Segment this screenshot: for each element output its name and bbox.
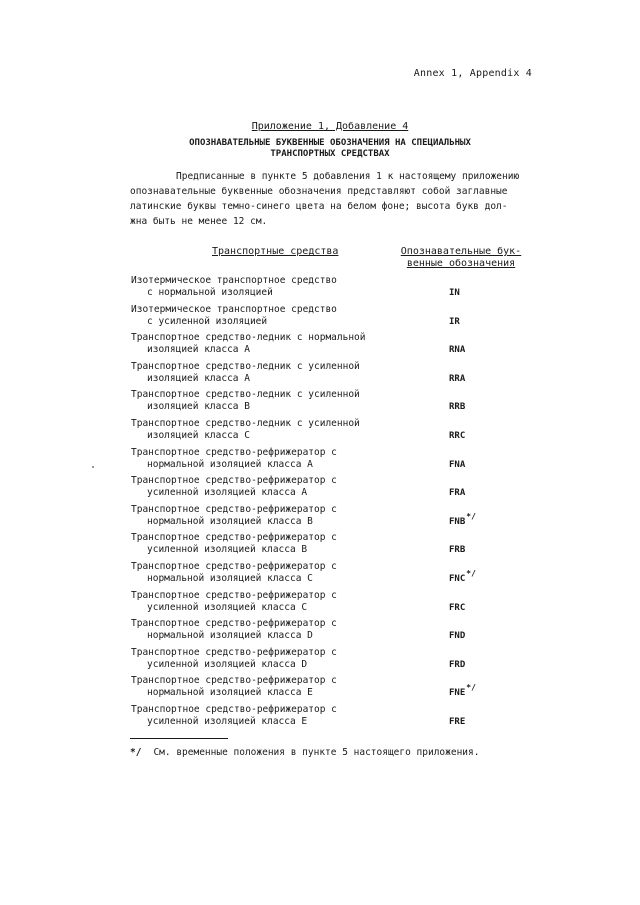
vehicle-description-line: Транспортное средство-рефрижератор с [131,589,337,601]
code-letters: RRB [449,402,466,413]
footnote-divider [130,738,228,739]
identification-code [449,659,465,671]
vehicle-description-line: нормальной изоляцией класса D [147,630,313,642]
appendix-title: Приложение 1, Добавление 4 [251,121,409,132]
code-letters: FND [449,631,466,642]
vehicle-description [131,504,401,528]
identification-code [449,568,476,585]
paragraph-line: жна быть не менее 12 см. [130,216,268,227]
vehicle-description-line: изоляцией класса A [147,344,250,356]
vehicle-description-line: Транспортное средство-ледник с усиленной [131,360,360,372]
column-header-codes [396,246,526,270]
vehicle-description-line: Транспортное средство-рефрижератор с [131,532,337,544]
vehicle-description-line: Транспортное средство-рефрижератор с [131,618,337,630]
table-row [131,504,531,533]
code-letters: IR [449,316,460,327]
vehicle-description-line: усиленной изоляцией класса E [147,715,308,727]
column-header-line: венные обозначения [406,258,516,269]
table-row [131,561,531,590]
vehicle-description [131,447,401,471]
vehicle-description-line: Транспортное средство-рефрижератор с [131,646,337,658]
vehicle-description-line: Транспортное средство-рефрижератор с [131,475,337,487]
identification-code [449,683,476,699]
paragraph-line: Предписанные в пункте 5 добавления 1 к настоящему приложению [176,171,520,182]
table-row [131,675,531,704]
table-row [131,590,531,619]
vehicle-description-line: усиленной изоляцией класса B [147,544,308,556]
table-row [131,475,531,504]
vehicle-description-line: усиленной изоляцией класса D [147,658,308,670]
subtitle-line: ТРАНСПОРТНЫХ СРЕДСТВАХ [270,149,390,159]
code-letters: FRE [449,716,466,727]
identification-code [449,316,460,328]
identification-code [449,716,465,728]
vehicle-description-line: усиленной изоляцией класса C [147,601,308,613]
vehicle-description-line: нормальной изоляцией класса C [147,572,313,584]
paragraph-line: латинские буквы темно-синего цвета на белом фоне; высота букв дол- [130,201,508,212]
identification-code [449,511,476,528]
table-row [131,447,531,476]
code-letters: FRA [449,488,466,499]
heading-block [130,121,530,160]
vehicle-description-line: изоляцией класса B [147,401,250,413]
vehicle-description-line: нормальной изоляцией класса B [147,515,313,527]
scan-speck [92,466,94,468]
appendix-subtitle [130,138,530,160]
vehicle-description [131,304,401,328]
identification-code [449,287,460,299]
table-row [131,704,531,733]
vehicle-description-line: Транспортное средство-рефрижератор с [131,703,337,715]
footnote-mark: */ [130,747,142,758]
vehicle-description [131,618,401,642]
identification-code [449,401,465,413]
code-letters: RNA [449,345,466,356]
table-row [131,618,531,647]
vehicle-description-line: Транспортное средство-ледник с усиленной [131,389,360,401]
subtitle-line: ОПОЗНАВАТЕЛЬНЫЕ БУКВЕННЫЕ ОБОЗНАЧЕНИЯ НА СПЕЦИАЛЬНЫХ [189,138,471,148]
code-letters: FNC [449,573,466,584]
table-row [131,275,531,304]
footnote-text: См. временные положения в пункте 5 настоящего приложения. [153,747,480,758]
code-letters: FNE [449,688,466,699]
footnote-reference: */ [466,511,476,521]
table-row [131,304,531,333]
identification-code [449,459,465,471]
identification-code [449,373,465,385]
paragraph-line: опознавательные буквенные обозначения представляют собой заглавные [130,186,508,197]
code-letters: IN [449,288,460,298]
vehicle-description-line: Изотермическое транспортное средство [131,303,337,315]
identification-code [449,602,465,614]
annex-reference: Annex 1, Appendix 4 [413,68,532,79]
vehicle-description-line: с усиленной изоляцией [147,315,268,327]
table-row [131,647,531,676]
footnote [130,747,479,759]
vehicle-description-line: Транспортное средство-рефрижератор с [131,446,337,458]
vehicle-description [131,475,401,499]
column-header-line: Опознавательные бук- [400,246,522,257]
code-letters: FNB [449,516,466,527]
identification-code [449,430,465,442]
intro-paragraph [130,169,530,229]
vehicle-table [131,275,531,733]
vehicle-description-line: нормальной изоляцией класса E [147,687,313,699]
identification-code [449,344,465,356]
vehicle-description [131,361,401,385]
footnote-reference: */ [466,683,476,693]
vehicle-description-line: с нормальной изоляцией [147,287,273,298]
table-row [131,532,531,561]
vehicle-description-line: Транспортное средство-ледник с усиленной [131,417,360,429]
identification-code [449,544,465,556]
column-header-vehicles: Транспортные средства [212,246,339,257]
vehicle-description-line: изоляцией класса C [147,429,250,441]
vehicle-description-line: Изотермическое транспортное средство [131,275,337,286]
vehicle-description-line: изоляцией класса A [147,372,250,384]
vehicle-description-line: Транспортное средство-рефрижератор с [131,675,337,687]
code-letters: RRC [449,430,466,441]
identification-code [449,487,465,499]
vehicle-description [131,590,401,614]
vehicle-description-line: усиленной изоляцией класса A [147,487,308,499]
vehicle-description [131,418,401,442]
identification-code [449,630,465,642]
code-letters: FRD [449,659,466,670]
code-letters: FRB [449,545,466,556]
vehicle-description [131,332,401,356]
table-row [131,418,531,447]
code-letters: FNA [449,459,466,470]
vehicle-description [131,275,401,299]
table-row [131,389,531,418]
vehicle-description [131,561,401,585]
vehicle-description [131,675,401,699]
vehicle-description-line: Транспортное средство-рефрижератор с [131,503,337,515]
code-letters: RRA [449,373,466,384]
code-letters: FRC [449,602,466,613]
table-row [131,332,531,361]
vehicle-description-line: нормальной изоляцией класса A [147,458,313,470]
vehicle-description-line: Транспортное средство-рефрижератор с [131,560,337,572]
vehicle-description [131,704,401,728]
vehicle-description [131,647,401,671]
vehicle-description [131,532,401,556]
footnote-reference: */ [466,568,476,578]
vehicle-description [131,389,401,413]
vehicle-description-line: Транспортное средство-ледник с нормальной [131,332,366,344]
table-row [131,361,531,390]
